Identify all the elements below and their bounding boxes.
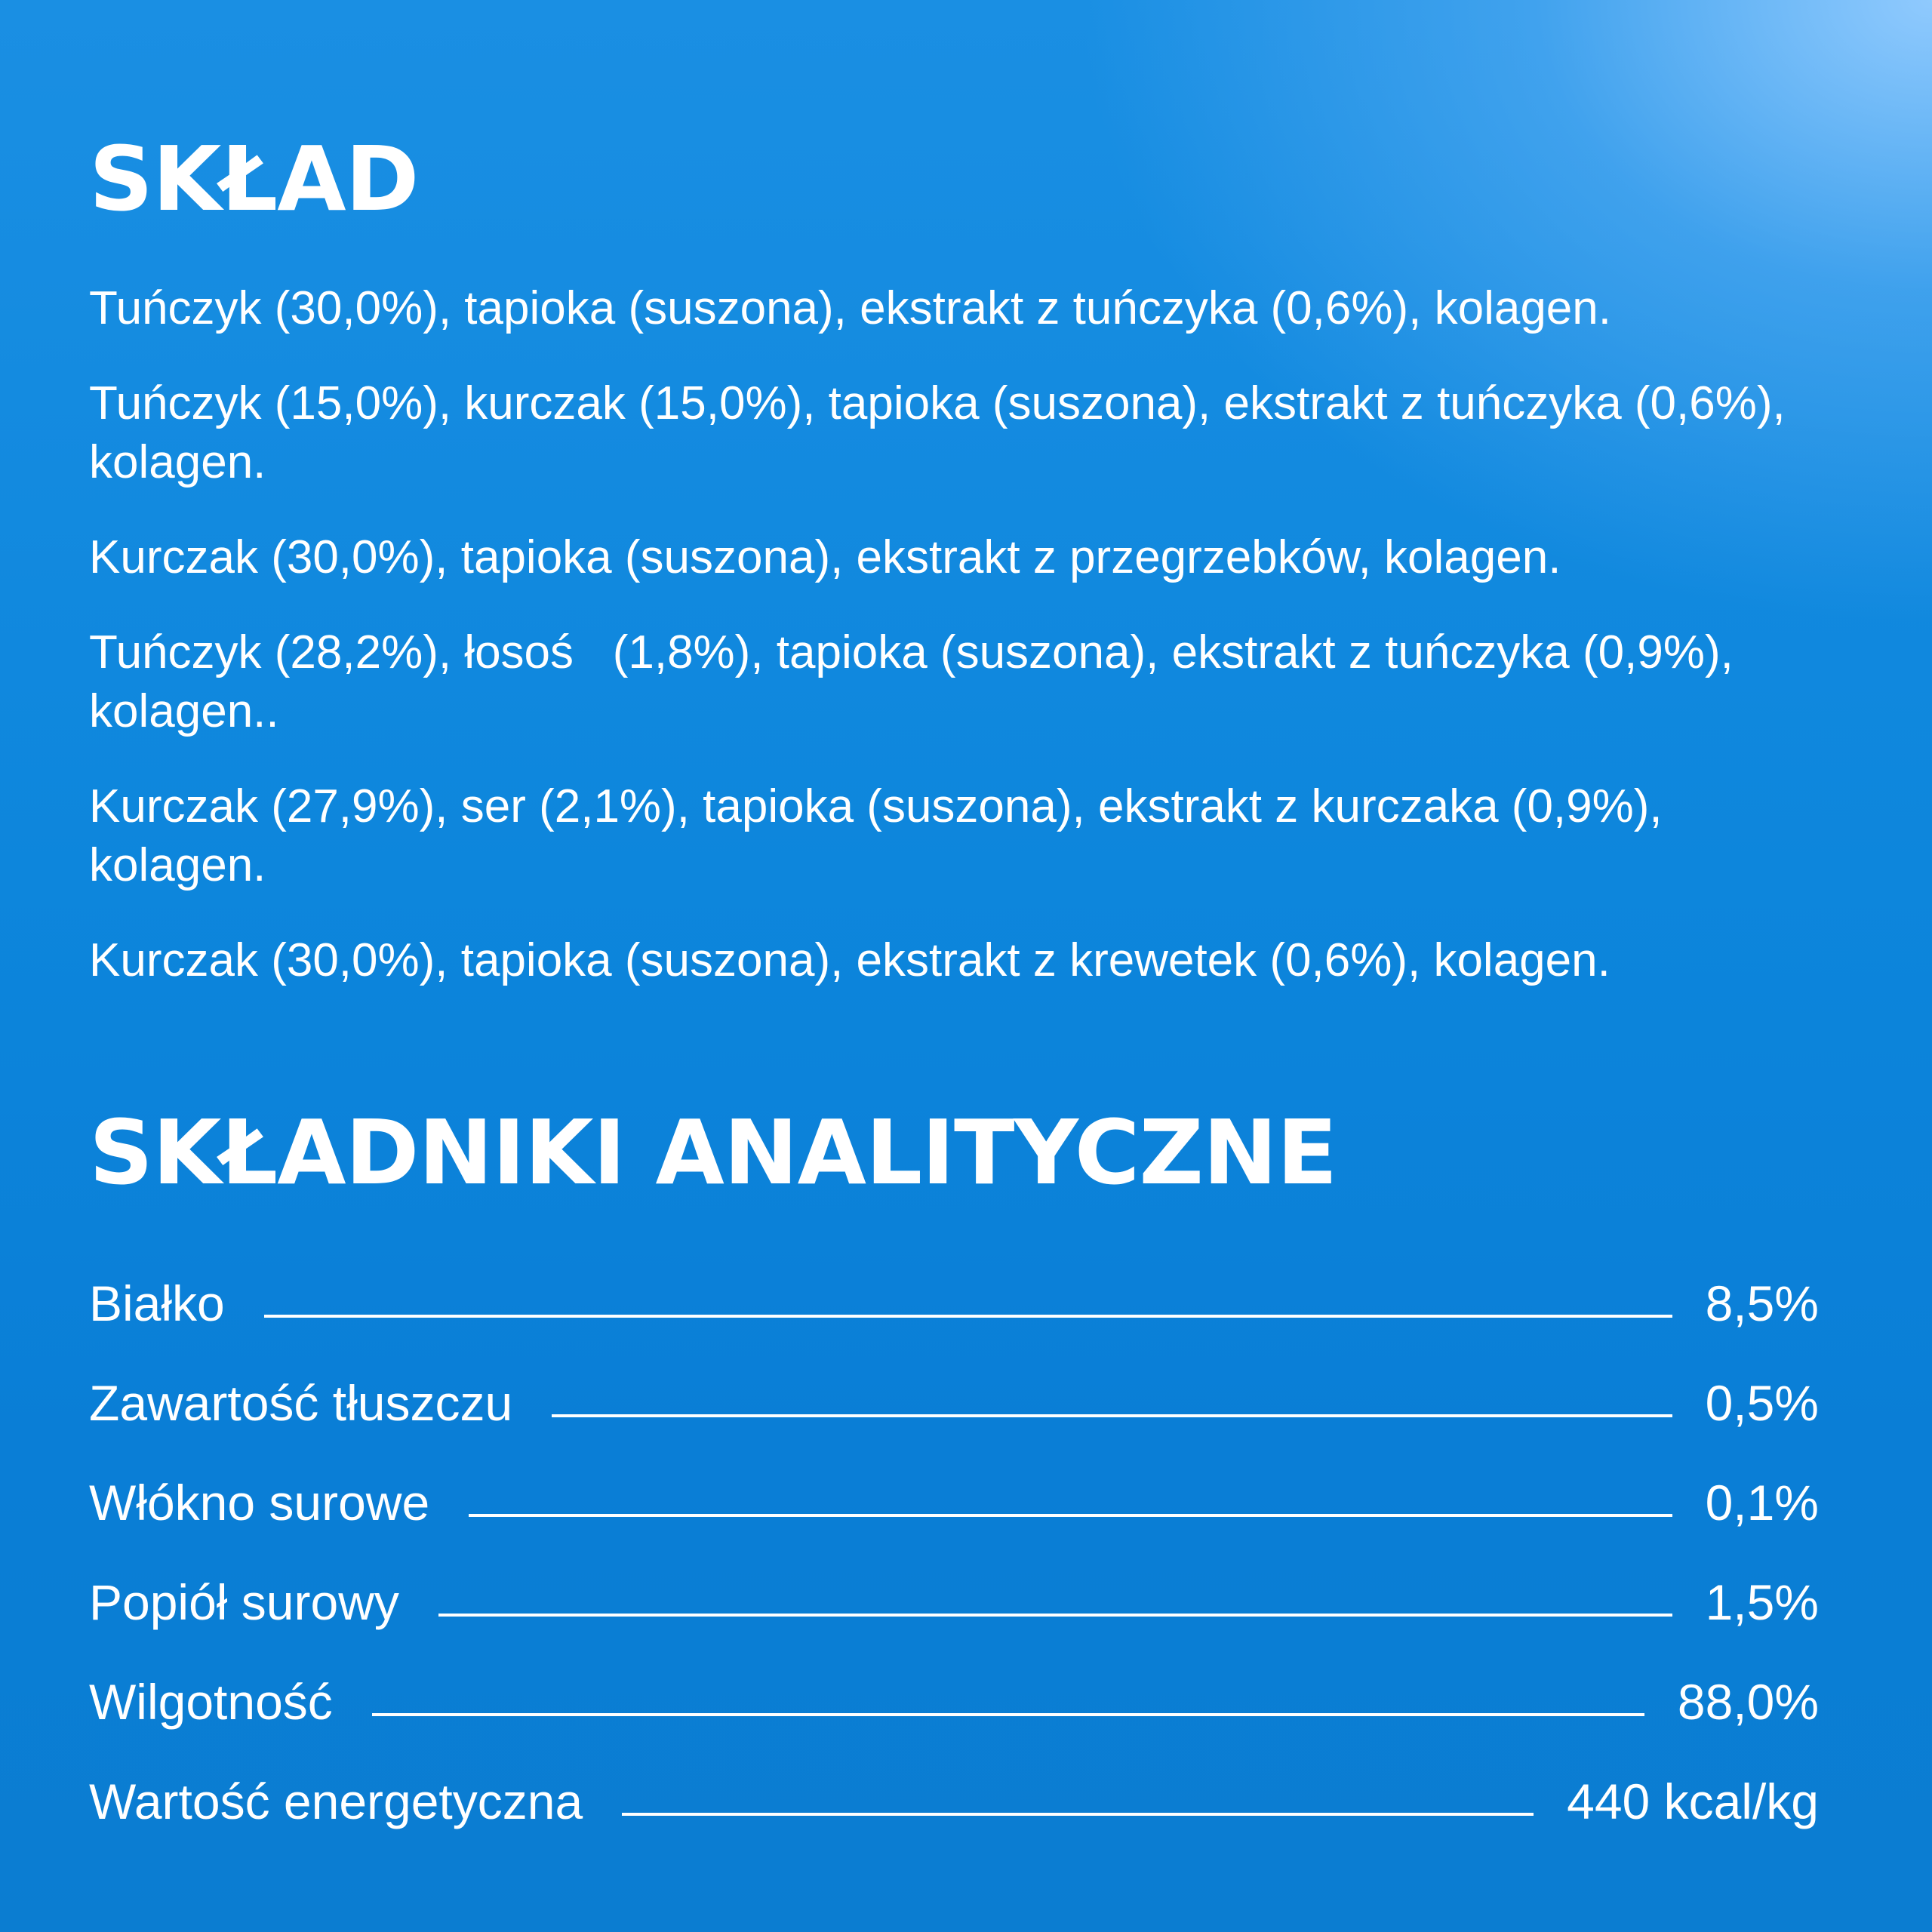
- analysis-label: Białko: [89, 1275, 225, 1331]
- analysis-value: 88,0%: [1677, 1674, 1819, 1730]
- nutrition-panel: [89, 0, 1819, 1932]
- composition-item: Kurczak (27,9%), ser (2,1%), tapioka (suszona), ekstrakt z kurczaka (0,9%), kolagen.: [89, 780, 1675, 891]
- analysis-row: [89, 1443, 1819, 1543]
- analysis-row: [89, 1543, 1819, 1642]
- analysis-label: Zawartość tłuszczu: [89, 1375, 513, 1431]
- analysis-value: 1,5%: [1705, 1574, 1819, 1630]
- analysis-value: 0,1%: [1705, 1475, 1819, 1531]
- composition-item: Kurczak (30,0%), tapioka (suszona), ekstrakt z krewetek (0,6%), kolagen.: [89, 934, 1611, 986]
- composition-item: Tuńczyk (28,2%), łosoś (1,8%), tapioka (suszona), ekstrakt z tuńczyka (0,9%), kolagen..: [89, 626, 1747, 737]
- leader-line: [264, 1315, 1672, 1318]
- leader-line: [622, 1813, 1534, 1816]
- analysis-row: [89, 1742, 1819, 1841]
- analysis-value: 8,5%: [1705, 1275, 1819, 1331]
- analysis-row: [89, 1244, 1819, 1343]
- leader-line: [552, 1414, 1672, 1417]
- analysis-label: Popiół surowy: [89, 1574, 399, 1630]
- analysis-heading: SKŁADNIKI ANALITYCZNE: [89, 1100, 1337, 1204]
- analysis-value: 440 kcal/kg: [1567, 1774, 1819, 1829]
- analysis-label: Wilgotność: [89, 1674, 333, 1730]
- composition-item: Kurczak (30,0%), tapioka (suszona), ekstrakt z przegrzebków, kolagen.: [89, 531, 1561, 583]
- composition-heading: SKŁAD: [89, 127, 419, 231]
- analysis-label: Włókno surowe: [89, 1475, 430, 1531]
- composition-list: [89, 279, 1798, 1026]
- analysis-value: 0,5%: [1705, 1375, 1819, 1431]
- composition-item: Tuńczyk (15,0%), kurczak (15,0%), tapioka (suszona), ekstrakt z tuńczyka (0,6%), kolagen.: [89, 377, 1798, 488]
- analysis-label: Wartość energetyczna: [89, 1774, 583, 1829]
- analysis-row: [89, 1642, 1819, 1742]
- leader-line: [372, 1713, 1644, 1716]
- leader-line: [469, 1514, 1672, 1517]
- composition-item: Tuńczyk (30,0%), tapioka (suszona), ekstrakt z tuńczyka (0,6%), kolagen.: [89, 282, 1611, 334]
- analysis-table: [89, 1244, 1819, 1841]
- analysis-row: [89, 1343, 1819, 1443]
- leader-line: [438, 1614, 1672, 1617]
